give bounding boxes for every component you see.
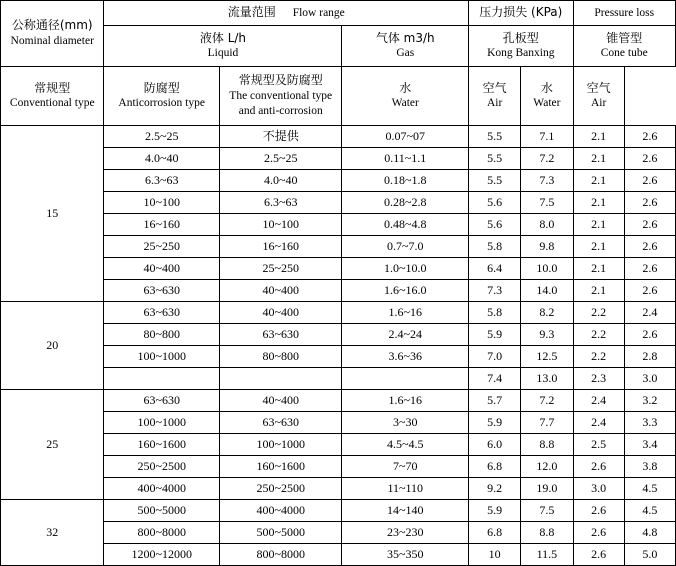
cell-cone-water: 2.1 bbox=[573, 148, 624, 170]
cell-kong-water: 7.4 bbox=[469, 368, 521, 390]
cell-kong-air: 9.3 bbox=[521, 324, 573, 346]
cell-anticorrosion: 63~630 bbox=[219, 324, 342, 346]
header-anticorrosion-cn: 防腐型 bbox=[143, 80, 180, 95]
cell-anticorrosion: 10~100 bbox=[219, 214, 342, 236]
cell-conventional: 160~1600 bbox=[104, 434, 220, 456]
cell-cone-air: 2.6 bbox=[624, 258, 675, 280]
header-gas-cn: 气体 m3/h bbox=[375, 30, 435, 45]
cell-kong-air: 7.2 bbox=[521, 390, 573, 412]
cell-cone-water: 2.6 bbox=[573, 500, 624, 522]
cell-kong-water: 7.3 bbox=[469, 280, 521, 302]
cell-kong-water: 5.8 bbox=[469, 236, 521, 258]
header-liquid-en: Liquid bbox=[207, 47, 239, 60]
cell-gas: 1.6~16 bbox=[342, 390, 469, 412]
table-row bbox=[1, 126, 676, 148]
cell-gas: 0.18~1.8 bbox=[342, 170, 469, 192]
cell-kong-air: 7.7 bbox=[521, 412, 573, 434]
cell-conventional: 800~8000 bbox=[104, 522, 220, 544]
header-subtype-gas-types bbox=[219, 67, 342, 126]
header-kong-water-en: Water bbox=[391, 97, 419, 110]
header-cone-air bbox=[573, 67, 624, 126]
header-kong-banxing bbox=[469, 26, 573, 67]
table-row bbox=[1, 390, 676, 412]
cell-conventional: 1200~12000 bbox=[104, 544, 220, 566]
header-cone-water bbox=[521, 67, 573, 126]
cell-kong-water: 10 bbox=[469, 544, 521, 566]
cell-kong-water: 5.7 bbox=[469, 390, 521, 412]
nominal-diameter-cell: 15 bbox=[1, 126, 104, 302]
cell-cone-water: 2.3 bbox=[573, 368, 624, 390]
cell-cone-water: 2.4 bbox=[573, 390, 624, 412]
header-kong-air-en: Air bbox=[486, 97, 503, 110]
header-subtype-conventional bbox=[1, 67, 104, 126]
header-anticorrosion-en: Anticorrosion type bbox=[118, 97, 205, 110]
header-pressure-loss-cn bbox=[469, 1, 573, 26]
cell-cone-water: 2.1 bbox=[573, 192, 624, 214]
cell-kong-air: 19.0 bbox=[521, 478, 573, 500]
cell-cone-water: 2.1 bbox=[573, 126, 624, 148]
cell-kong-water: 6.0 bbox=[469, 434, 521, 456]
cell-gas: 14~140 bbox=[342, 500, 469, 522]
header-gas-en: Gas bbox=[396, 47, 415, 60]
cell-kong-air: 7.3 bbox=[521, 170, 573, 192]
cell-kong-air: 7.5 bbox=[521, 192, 573, 214]
cell-gas: 0.07~07 bbox=[342, 126, 469, 148]
header-cone-tube-cn: 锥管型 bbox=[606, 30, 643, 45]
cell-cone-water: 2.5 bbox=[573, 434, 624, 456]
cell-anticorrosion bbox=[219, 368, 342, 390]
cell-gas: 3.6~36 bbox=[342, 346, 469, 368]
cell-anticorrosion: 不提供 bbox=[219, 126, 342, 148]
header-gas bbox=[342, 26, 469, 67]
nominal-diameter-cell: 25 bbox=[1, 390, 104, 500]
cell-cone-water: 2.2 bbox=[573, 346, 624, 368]
cell-conventional: 10~100 bbox=[104, 192, 220, 214]
cell-gas: 1.6~16.0 bbox=[342, 280, 469, 302]
cell-anticorrosion: 4.0~40 bbox=[219, 170, 342, 192]
cell-kong-air: 13.0 bbox=[521, 368, 573, 390]
cell-kong-air: 7.2 bbox=[521, 148, 573, 170]
cell-kong-water: 5.9 bbox=[469, 324, 521, 346]
cell-gas: 4.5~4.5 bbox=[342, 434, 469, 456]
cell-anticorrosion: 40~400 bbox=[219, 302, 342, 324]
cell-cone-water: 2.1 bbox=[573, 214, 624, 236]
cell-gas: 7~70 bbox=[342, 456, 469, 478]
cell-anticorrosion: 160~1600 bbox=[219, 456, 342, 478]
header-pressure-loss-en bbox=[573, 1, 676, 26]
header-gas-types-en: The conventional type and anti-corrosion bbox=[229, 89, 333, 117]
cell-conventional: 250~2500 bbox=[104, 456, 220, 478]
cell-cone-air: 4.8 bbox=[624, 522, 675, 544]
cell-cone-water: 2.1 bbox=[573, 258, 624, 280]
header-cone-water-cn: 水 bbox=[540, 80, 553, 95]
cell-cone-water: 2.6 bbox=[573, 522, 624, 544]
header-kong-air-cn: 空气 bbox=[482, 80, 507, 95]
cell-conventional: 63~630 bbox=[104, 280, 220, 302]
header-kong-banxing-en: Kong Banxing bbox=[487, 47, 555, 60]
cell-conventional: 25~250 bbox=[104, 236, 220, 258]
cell-kong-water: 5.6 bbox=[469, 214, 521, 236]
cell-kong-air: 10.0 bbox=[521, 258, 573, 280]
cell-cone-air: 2.6 bbox=[624, 126, 675, 148]
cell-kong-water: 7.0 bbox=[469, 346, 521, 368]
cell-anticorrosion: 250~2500 bbox=[219, 478, 342, 500]
cell-kong-water: 6.4 bbox=[469, 258, 521, 280]
cell-conventional: 80~800 bbox=[104, 324, 220, 346]
cell-cone-air: 4.5 bbox=[624, 478, 675, 500]
header-liquid-cn: 液体 L/h bbox=[199, 30, 247, 45]
cell-anticorrosion: 800~8000 bbox=[219, 544, 342, 566]
cell-cone-water: 2.6 bbox=[573, 456, 624, 478]
cell-kong-water: 5.5 bbox=[469, 170, 521, 192]
table-row bbox=[1, 500, 676, 522]
cell-kong-air: 11.5 bbox=[521, 544, 573, 566]
cell-kong-water: 5.9 bbox=[469, 500, 521, 522]
cell-conventional: 16~160 bbox=[104, 214, 220, 236]
cell-gas: 0.7~7.0 bbox=[342, 236, 469, 258]
header-pressure-loss-cn-text: 压力损失 (KPa) bbox=[479, 5, 563, 20]
cell-kong-air: 7.1 bbox=[521, 126, 573, 148]
header-cone-tube bbox=[573, 26, 676, 67]
cell-cone-air: 2.6 bbox=[624, 148, 675, 170]
cell-anticorrosion: 63~630 bbox=[219, 412, 342, 434]
header-kong-banxing-cn: 孔板型 bbox=[502, 30, 539, 45]
cell-gas: 11~110 bbox=[342, 478, 469, 500]
cell-conventional: 63~630 bbox=[104, 390, 220, 412]
cell-cone-water: 2.1 bbox=[573, 170, 624, 192]
cell-cone-water: 2.4 bbox=[573, 412, 624, 434]
header-flow-range bbox=[104, 1, 469, 26]
cell-conventional: 63~630 bbox=[104, 302, 220, 324]
cell-conventional: 500~5000 bbox=[104, 500, 220, 522]
cell-gas: 3~30 bbox=[342, 412, 469, 434]
table-row bbox=[1, 302, 676, 324]
cell-cone-air: 2.6 bbox=[624, 280, 675, 302]
cell-cone-air: 3.0 bbox=[624, 368, 675, 390]
header-cone-tube-en: Cone tube bbox=[600, 47, 648, 60]
header-conventional-en: Conventional type bbox=[9, 97, 95, 110]
header-liquid bbox=[104, 26, 342, 67]
cell-anticorrosion: 40~400 bbox=[219, 280, 342, 302]
cell-kong-water: 5.8 bbox=[469, 302, 521, 324]
cell-conventional bbox=[104, 368, 220, 390]
cell-cone-air: 3.8 bbox=[624, 456, 675, 478]
cell-anticorrosion: 40~400 bbox=[219, 390, 342, 412]
cell-cone-air: 2.6 bbox=[624, 236, 675, 258]
cell-gas: 0.28~2.8 bbox=[342, 192, 469, 214]
cell-cone-water: 2.6 bbox=[573, 544, 624, 566]
cell-cone-air: 3.4 bbox=[624, 434, 675, 456]
header-nominal-diameter-en: Nominal diameter bbox=[10, 34, 94, 47]
cell-cone-water: 2.2 bbox=[573, 302, 624, 324]
cell-cone-air: 3.2 bbox=[624, 390, 675, 412]
cell-cone-water: 2.1 bbox=[573, 280, 624, 302]
header-cone-air-cn: 空气 bbox=[586, 80, 611, 95]
header-pressure-loss-en-text: Pressure loss bbox=[594, 6, 655, 19]
cell-gas: 0.48~4.8 bbox=[342, 214, 469, 236]
header-gas-types-cn: 常规型及防腐型 bbox=[238, 73, 323, 88]
cell-kong-air: 14.0 bbox=[521, 280, 573, 302]
header-kong-air bbox=[469, 67, 521, 126]
cell-gas bbox=[342, 368, 469, 390]
cell-cone-water: 2.1 bbox=[573, 236, 624, 258]
cell-cone-air: 2.6 bbox=[624, 170, 675, 192]
cell-anticorrosion: 6.3~63 bbox=[219, 192, 342, 214]
header-kong-water bbox=[342, 67, 469, 126]
header-conventional-cn: 常规型 bbox=[34, 80, 71, 95]
cell-cone-air: 2.6 bbox=[624, 324, 675, 346]
cell-anticorrosion: 500~5000 bbox=[219, 522, 342, 544]
header-row-1 bbox=[1, 1, 676, 26]
cell-kong-air: 7.5 bbox=[521, 500, 573, 522]
cell-kong-water: 5.6 bbox=[469, 192, 521, 214]
cell-kong-water: 5.5 bbox=[469, 126, 521, 148]
cell-cone-air: 2.6 bbox=[624, 214, 675, 236]
cell-kong-water: 9.2 bbox=[469, 478, 521, 500]
cell-kong-air: 8.0 bbox=[521, 214, 573, 236]
header-nominal-diameter-cn: 公称通径(mm) bbox=[11, 18, 93, 33]
cell-kong-water: 6.8 bbox=[469, 456, 521, 478]
nominal-diameter-cell: 32 bbox=[1, 500, 104, 566]
nominal-diameter-cell: 20 bbox=[1, 302, 104, 390]
cell-conventional: 100~1000 bbox=[104, 412, 220, 434]
cell-cone-air: 3.3 bbox=[624, 412, 675, 434]
cell-cone-water: 3.0 bbox=[573, 478, 624, 500]
cell-gas: 1.6~16 bbox=[342, 302, 469, 324]
header-nominal-diameter bbox=[1, 1, 104, 67]
cell-gas: 23~230 bbox=[342, 522, 469, 544]
cell-kong-water: 5.9 bbox=[469, 412, 521, 434]
header-flow-range-en: Flow range bbox=[292, 7, 345, 20]
header-cone-air-en: Air bbox=[590, 97, 607, 110]
cell-anticorrosion: 2.5~25 bbox=[219, 148, 342, 170]
cell-cone-air: 2.6 bbox=[624, 192, 675, 214]
cell-kong-air: 12.0 bbox=[521, 456, 573, 478]
header-kong-water-cn: 水 bbox=[399, 80, 412, 95]
cell-conventional: 4.0~40 bbox=[104, 148, 220, 170]
cell-conventional: 6.3~63 bbox=[104, 170, 220, 192]
cell-kong-air: 12.5 bbox=[521, 346, 573, 368]
cell-conventional: 40~400 bbox=[104, 258, 220, 280]
cell-anticorrosion: 400~4000 bbox=[219, 500, 342, 522]
cell-cone-water: 2.2 bbox=[573, 324, 624, 346]
cell-conventional: 2.5~25 bbox=[104, 126, 220, 148]
header-flow-range-cn: 流量范围 bbox=[227, 5, 276, 20]
cell-kong-water: 6.8 bbox=[469, 522, 521, 544]
cell-cone-air: 5.0 bbox=[624, 544, 675, 566]
cell-kong-water: 5.5 bbox=[469, 148, 521, 170]
cell-kong-air: 8.8 bbox=[521, 434, 573, 456]
cell-conventional: 100~1000 bbox=[104, 346, 220, 368]
cell-anticorrosion: 25~250 bbox=[219, 258, 342, 280]
cell-cone-air: 2.4 bbox=[624, 302, 675, 324]
cell-gas: 2.4~24 bbox=[342, 324, 469, 346]
header-subtype-anticorrosion bbox=[104, 67, 220, 126]
cell-anticorrosion: 80~800 bbox=[219, 346, 342, 368]
cell-cone-air: 2.8 bbox=[624, 346, 675, 368]
cell-kong-air: 9.8 bbox=[521, 236, 573, 258]
cell-kong-air: 8.8 bbox=[521, 522, 573, 544]
cell-gas: 0.11~1.1 bbox=[342, 148, 469, 170]
header-cone-water-en: Water bbox=[533, 97, 561, 110]
cell-kong-air: 8.2 bbox=[521, 302, 573, 324]
cell-anticorrosion: 100~1000 bbox=[219, 434, 342, 456]
cell-gas: 1.0~10.0 bbox=[342, 258, 469, 280]
cell-gas: 35~350 bbox=[342, 544, 469, 566]
cell-cone-air: 4.5 bbox=[624, 500, 675, 522]
cell-conventional: 400~4000 bbox=[104, 478, 220, 500]
cell-anticorrosion: 16~160 bbox=[219, 236, 342, 258]
header-row-3 bbox=[1, 67, 676, 126]
